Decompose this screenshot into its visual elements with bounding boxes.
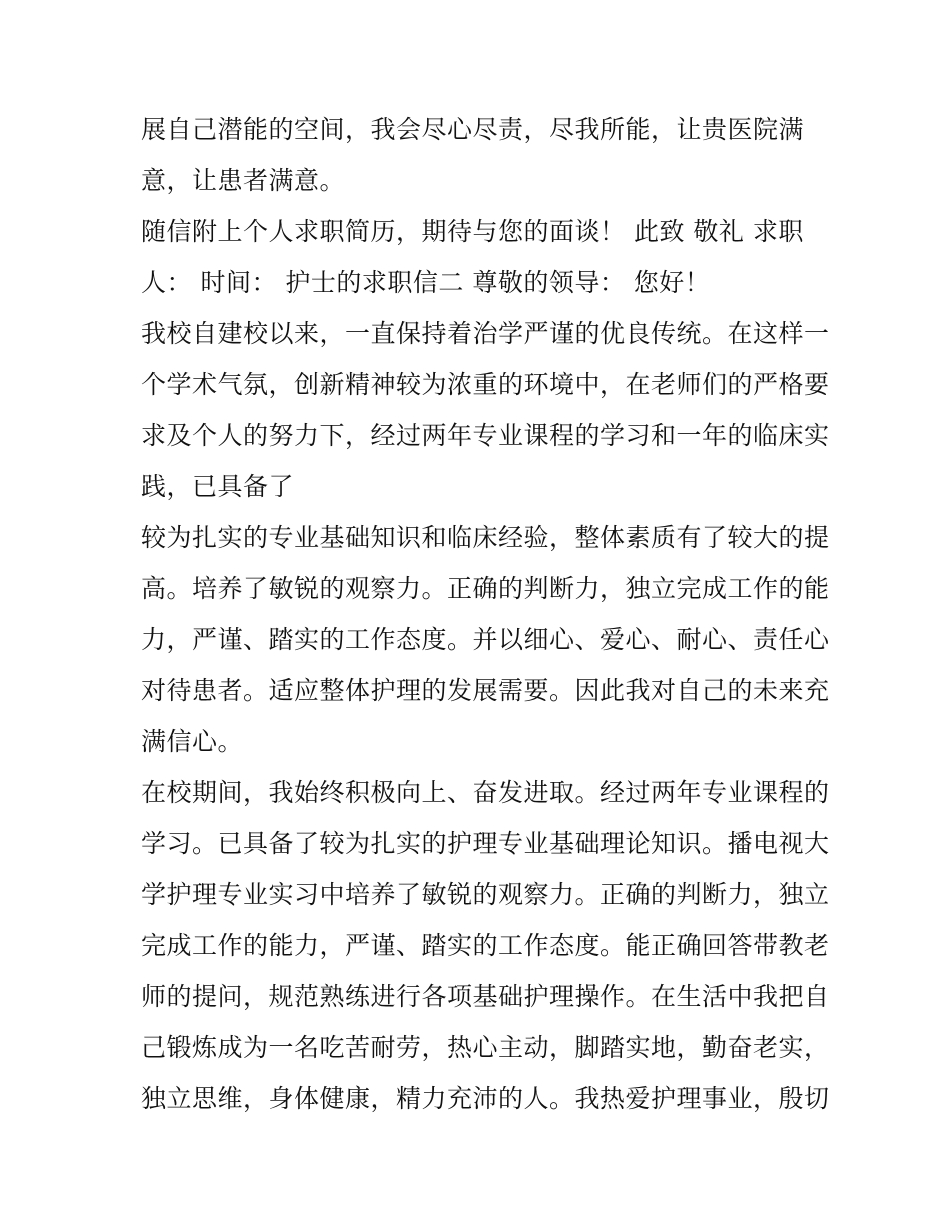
body-text [141,104,830,1124]
text-line: 较为扎实的专业基础知识和临床经验，整体素质有了较大的提 [141,523,830,552]
text-line: 个学术气氛，创新精神较为浓重的环境中，在老师们的严格要 [141,370,830,399]
text-line: 在校期间，我始终积极向上、奋发进取。经过两年专业课程的 [141,778,830,807]
text-line: 完成工作的能力，严谨、踏实的工作态度。能正确回答带教老 [141,931,830,960]
text-line: 满信心。 [141,727,244,756]
text-line: 高。培养了敏锐的观察力。正确的判断力，独立完成工作的能 [141,574,830,603]
text-line: 展自己潜能的空间，我会尽心尽责，尽我所能，让贵医院满 [141,115,805,144]
text-line: 师的提问，规范熟练进行各项基础护理操作。在生活中我把自 [141,982,830,1011]
text-line: 践，已具备了 [141,472,295,501]
text-line: 力，严谨、踏实的工作态度。并以细心、爱心、耐心、责任心 [141,625,830,654]
text-line: 对待患者。适应整体护理的发展需要。因此我对自己的未来充 [141,676,830,705]
text-line: 我校自建校以来，一直保持着治学严谨的优良传统。在这样一 [141,319,830,348]
text-line: 求及个人的努力下，经过两年专业课程的学习和一年的临床实 [141,421,830,450]
text-line: 独立思维，身体健康，精力充沛的人。我热爱护理事业，殷切 [141,1084,830,1113]
text-line: 人： 时间： 护士的求职信二 尊敬的领导： 您好！ [141,268,711,297]
text-line: 学护理专业实习中培养了敏锐的观察力。正确的判断力，独立 [141,880,830,909]
text-line: 己锻炼成为一名吃苦耐劳，热心主动，脚踏实地，勤奋老实， [141,1033,830,1062]
text-line: 随信附上个人求职简历，期待与您的面谈！ 此致 敬礼 求职 [141,217,804,246]
text-line: 学习。已具备了较为扎实的护理专业基础理论知识。播电视大 [141,829,830,858]
text-line: 意，让患者满意。 [141,166,346,195]
